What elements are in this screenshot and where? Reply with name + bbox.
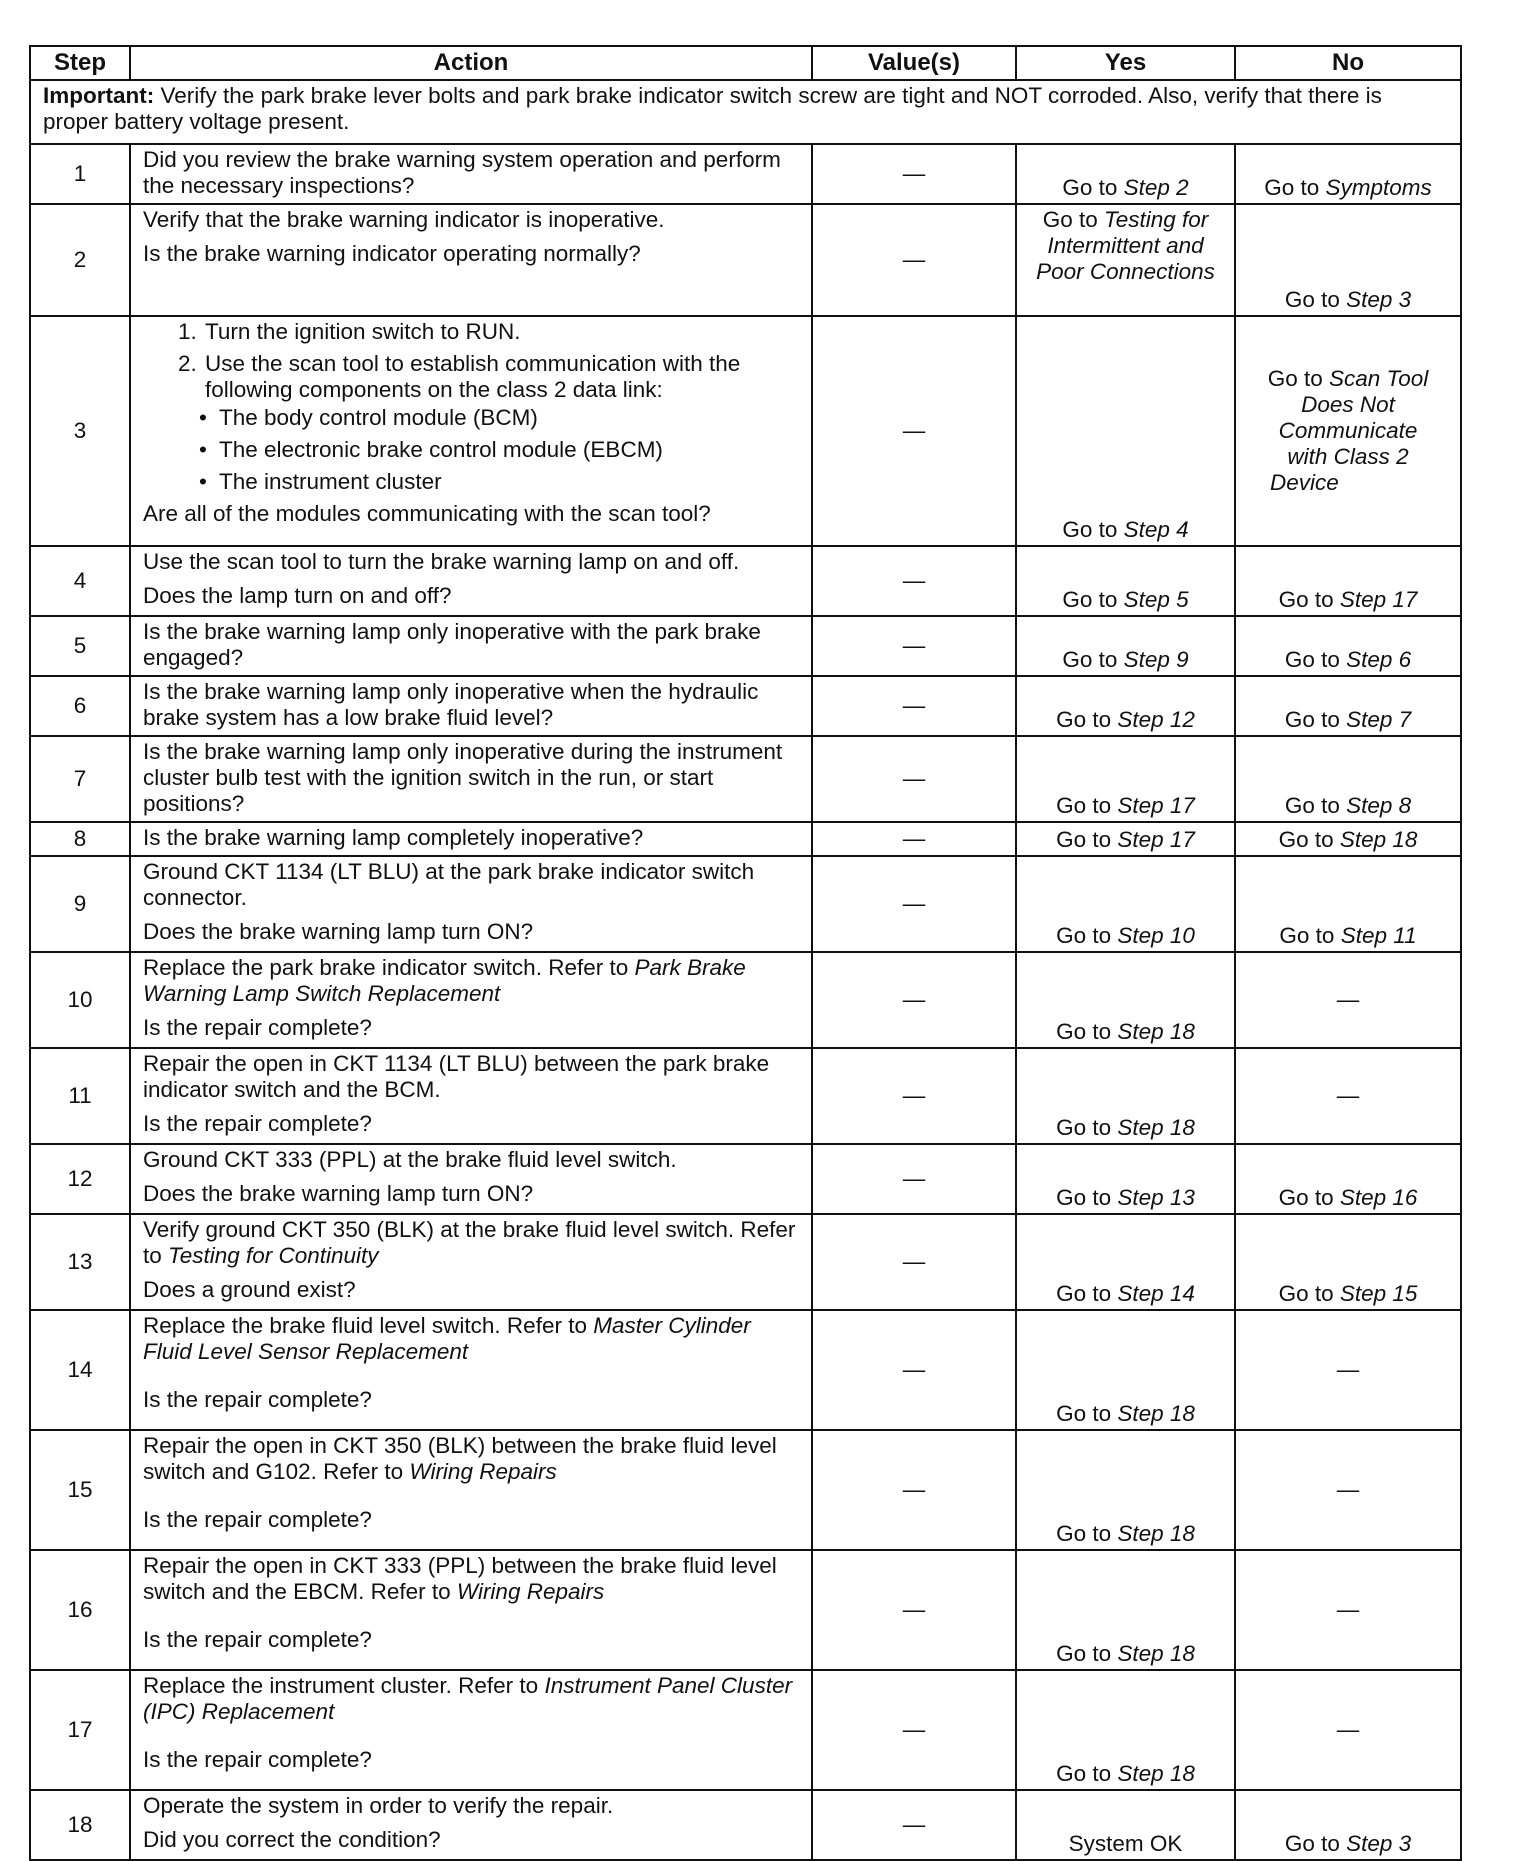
no-cell xyxy=(1235,1430,1461,1550)
action-plain: Repair the open in CKT 350 (BLK) between the brake fluid level switch and G102. Refer to xyxy=(143,1433,777,1484)
action-question: Does the lamp turn on and off? xyxy=(143,583,452,608)
value-cell xyxy=(812,952,1016,1048)
action-cell xyxy=(130,856,812,952)
action-reference: Park Brake Warning Lamp Switch Replacement xyxy=(143,955,746,1006)
list-item-text: Use the scan tool to establish communication with the following components on the class 2 data link: xyxy=(205,351,741,402)
action-reference: Wiring Repairs xyxy=(409,1459,557,1484)
yes-target: Step 18 xyxy=(1117,1019,1195,1044)
yes-target: Step 18 xyxy=(1117,1761,1195,1786)
action-cell xyxy=(130,952,812,1048)
bullet-item: • The electronic brake control module (EBCM) xyxy=(217,437,803,463)
no-cell xyxy=(1235,1670,1461,1790)
go-to-label: Go to xyxy=(1284,1831,1340,1856)
action-question: Does the brake warning lamp turn ON? xyxy=(143,1181,534,1206)
no-target-line: Scan Tool xyxy=(1329,366,1429,391)
value-dash: — xyxy=(902,766,926,791)
yes-cell xyxy=(1016,1550,1235,1670)
go-to-label: Go to xyxy=(1284,793,1340,818)
no-target: Step 3 xyxy=(1346,287,1412,312)
step-number: 12 xyxy=(30,1144,130,1214)
action-reference: Testing for Continuity xyxy=(168,1243,379,1268)
value-cell xyxy=(812,204,1016,316)
yes-target: Step 5 xyxy=(1123,587,1189,612)
yes-target: Step 12 xyxy=(1117,707,1195,732)
go-to-label: Go to xyxy=(1279,923,1335,948)
table-row xyxy=(30,676,1461,736)
bullet-item: • The body control module (BCM) xyxy=(217,405,803,431)
no-target: Step 18 xyxy=(1339,827,1418,852)
go-to-label: Go to xyxy=(1056,1281,1112,1306)
header-no: No xyxy=(1235,46,1461,80)
action-plain: Verify ground CKT 350 (BLK) at the brake fluid level switch. Refer to xyxy=(143,1217,796,1268)
table-row xyxy=(30,1430,1461,1550)
value-dash: — xyxy=(902,1812,926,1837)
diagnostic-table-document xyxy=(29,45,1460,1861)
action-text: Did you review the brake warning system operation and perform the necessary inspections? xyxy=(143,147,781,198)
value-dash: — xyxy=(902,1717,926,1742)
action-reference: Master Cylinder Fluid Level Sensor Replacement xyxy=(143,1313,751,1364)
action-plain: Repair the open in CKT 333 (PPL) between the brake fluid level switch and the EBCM. Refer to xyxy=(143,1553,777,1604)
yes-cell xyxy=(1016,144,1235,204)
action-cell xyxy=(130,1144,812,1214)
go-to-label: Go to xyxy=(1284,707,1340,732)
action-question: Is the repair complete? xyxy=(143,1111,372,1136)
yes-target: Step 18 xyxy=(1117,1641,1195,1666)
go-to-label: Go to xyxy=(1284,287,1340,312)
action-question: Is the repair complete? xyxy=(143,1015,372,1040)
action-cell xyxy=(130,822,812,856)
yes-cell xyxy=(1016,952,1235,1048)
important-note xyxy=(30,80,1461,144)
action-text: Operate the system in order to verify the repair. xyxy=(143,1793,614,1818)
step-number: 3 xyxy=(30,316,130,546)
value-cell xyxy=(812,1790,1016,1860)
no-cell xyxy=(1235,316,1461,546)
action-cell xyxy=(130,1430,812,1550)
value-dash: — xyxy=(902,1249,926,1274)
table-row xyxy=(30,1550,1461,1670)
action-text xyxy=(143,1673,803,1725)
step-number: 2 xyxy=(30,204,130,316)
value-dash: — xyxy=(902,1477,926,1502)
value-dash: — xyxy=(902,1166,926,1191)
step-number: 11 xyxy=(30,1048,130,1144)
step-number: 7 xyxy=(30,736,130,822)
action-question: Did you correct the condition? xyxy=(143,1827,441,1852)
go-to-label: Go to xyxy=(1056,793,1112,818)
action-cell xyxy=(130,204,812,316)
step-number: 1 xyxy=(30,144,130,204)
yes-cell xyxy=(1016,1430,1235,1550)
yes-cell xyxy=(1016,736,1235,822)
header-values: Value(s) xyxy=(812,46,1016,80)
header-action: Action xyxy=(130,46,812,80)
table-row xyxy=(30,1144,1461,1214)
go-to-label: Go to xyxy=(1056,1115,1112,1140)
value-dash: — xyxy=(902,161,926,186)
no-target-line: with Class 2 xyxy=(1287,444,1409,469)
no-dash: — xyxy=(1336,1083,1360,1108)
header-yes: Yes xyxy=(1016,46,1235,80)
action-cell xyxy=(130,1310,812,1430)
action-plain: Replace the park brake indicator switch. Refer to xyxy=(143,955,629,980)
yes-target-line: Poor Connections xyxy=(1036,259,1215,284)
no-cell xyxy=(1235,676,1461,736)
go-to-label: Go to xyxy=(1267,366,1323,391)
yes-cell xyxy=(1016,616,1235,676)
go-to-label: Go to xyxy=(1062,587,1118,612)
important-label: Important: xyxy=(43,83,155,108)
no-dash: — xyxy=(1336,1717,1360,1742)
value-dash: — xyxy=(902,568,926,593)
no-cell xyxy=(1235,1790,1461,1860)
table-row xyxy=(30,1310,1461,1430)
action-text xyxy=(143,1217,803,1269)
action-cell xyxy=(130,616,812,676)
value-cell xyxy=(812,1670,1016,1790)
action-text: Ground CKT 1134 (LT BLU) at the park brake indicator switch connector. xyxy=(143,859,755,910)
go-to-label: Go to xyxy=(1062,517,1118,542)
step-number: 14 xyxy=(30,1310,130,1430)
action-question: Is the repair complete? xyxy=(143,1627,372,1652)
value-cell xyxy=(812,822,1016,856)
module-bullet-list xyxy=(205,405,803,495)
no-target-line: Communicate xyxy=(1278,418,1418,443)
step-number: 15 xyxy=(30,1430,130,1550)
action-text xyxy=(143,955,803,1007)
no-cell xyxy=(1235,144,1461,204)
no-target: Step 8 xyxy=(1346,793,1412,818)
no-target: Step 3 xyxy=(1346,1831,1412,1856)
important-row xyxy=(30,80,1461,144)
step-number: 17 xyxy=(30,1670,130,1790)
yes-target-line: Testing for xyxy=(1104,207,1209,232)
list-item xyxy=(203,351,803,495)
yes-cell xyxy=(1016,676,1235,736)
yes-target: Step 13 xyxy=(1117,1185,1195,1210)
yes-target: Step 14 xyxy=(1117,1281,1195,1306)
table-row xyxy=(30,546,1461,616)
action-plain: Replace the instrument cluster. Refer to xyxy=(143,1673,539,1698)
go-to-label: Go to xyxy=(1056,827,1112,852)
action-text: Use the scan tool to turn the brake warning lamp on and off. xyxy=(143,549,740,574)
action-cell xyxy=(130,1048,812,1144)
go-to-label: Go to xyxy=(1264,175,1320,200)
action-text xyxy=(143,1433,803,1485)
step-number: 9 xyxy=(30,856,130,952)
action-cell xyxy=(130,676,812,736)
value-dash: — xyxy=(902,1083,926,1108)
table-row xyxy=(30,1790,1461,1860)
no-target: Step 16 xyxy=(1339,1185,1418,1210)
table-row xyxy=(30,1214,1461,1310)
important-text: Verify the park brake lever bolts and park brake indicator switch screw are tight and NOT corroded. Also, verify that there is proper battery voltage present. xyxy=(43,83,1382,134)
no-cell xyxy=(1235,1310,1461,1430)
action-text: Verify that the brake warning indicator is inoperative. xyxy=(143,207,665,232)
no-cell xyxy=(1235,1144,1461,1214)
value-dash: — xyxy=(902,247,926,272)
value-dash: — xyxy=(902,1597,926,1622)
yes-target: Step 18 xyxy=(1117,1115,1195,1140)
yes-target: Step 9 xyxy=(1123,647,1189,672)
yes-result: System OK xyxy=(1068,1831,1183,1856)
value-dash: — xyxy=(902,987,926,1012)
value-cell xyxy=(812,546,1016,616)
action-text: Is the brake warning lamp only inoperative when the hydraulic brake system has a low brake fluid level? xyxy=(143,679,759,730)
action-plain: Replace the brake fluid level switch. Refer to xyxy=(143,1313,587,1338)
action-text: Is the brake warning lamp only inoperative with the park brake engaged? xyxy=(143,619,761,670)
header-row xyxy=(30,46,1461,80)
yes-target: Step 17 xyxy=(1117,827,1195,852)
no-cell xyxy=(1235,1214,1461,1310)
table-row xyxy=(30,822,1461,856)
go-to-label: Go to xyxy=(1042,207,1098,232)
action-text xyxy=(143,1553,803,1605)
no-cell xyxy=(1235,616,1461,676)
yes-cell xyxy=(1016,316,1235,546)
header-step: Step xyxy=(30,46,130,80)
table-row xyxy=(30,316,1461,546)
no-dash: — xyxy=(1336,1597,1360,1622)
no-cell xyxy=(1235,822,1461,856)
action-cell xyxy=(130,1214,812,1310)
action-reference: Wiring Repairs xyxy=(456,1579,605,1604)
step-number: 10 xyxy=(30,952,130,1048)
bullet-item: • The instrument cluster xyxy=(217,469,803,495)
action-cell xyxy=(130,546,812,616)
no-cell xyxy=(1235,1550,1461,1670)
action-cell xyxy=(130,144,812,204)
action-text xyxy=(143,1313,803,1365)
no-target-line: Does Not xyxy=(1301,392,1395,417)
value-cell xyxy=(812,316,1016,546)
go-to-label: Go to xyxy=(1062,175,1118,200)
value-dash: — xyxy=(902,418,926,443)
no-target: Step 15 xyxy=(1339,1281,1418,1306)
no-target: Step 6 xyxy=(1346,647,1412,672)
go-to-label: Go to xyxy=(1056,1401,1112,1426)
no-target: Step 17 xyxy=(1339,587,1418,612)
action-cell xyxy=(130,736,812,822)
yes-cell xyxy=(1016,1214,1235,1310)
no-cell xyxy=(1235,204,1461,316)
value-cell xyxy=(812,1550,1016,1670)
table-row xyxy=(30,616,1461,676)
no-cell xyxy=(1235,952,1461,1048)
no-cell xyxy=(1235,856,1461,952)
value-cell xyxy=(812,856,1016,952)
value-cell xyxy=(812,736,1016,822)
action-reference: Instrument Panel Cluster (IPC) Replacement xyxy=(143,1673,793,1724)
table-row xyxy=(30,736,1461,822)
diagnostic-table xyxy=(29,45,1462,1861)
yes-cell xyxy=(1016,1790,1235,1860)
value-cell xyxy=(812,1310,1016,1430)
action-question: Are all of the modules communicating with the scan tool? xyxy=(143,501,711,526)
yes-cell xyxy=(1016,1310,1235,1430)
yes-cell xyxy=(1016,546,1235,616)
step-number: 8 xyxy=(30,822,130,856)
go-to-label: Go to xyxy=(1056,1521,1112,1546)
go-to-label: Go to xyxy=(1056,1019,1112,1044)
value-cell xyxy=(812,1430,1016,1550)
action-cell xyxy=(130,316,812,546)
step-number: 4 xyxy=(30,546,130,616)
yes-cell xyxy=(1016,1144,1235,1214)
table-row xyxy=(30,144,1461,204)
go-to-label: Go to xyxy=(1062,647,1118,672)
no-cell xyxy=(1235,546,1461,616)
go-to-label: Go to xyxy=(1056,1185,1112,1210)
value-dash: — xyxy=(902,891,926,916)
value-cell xyxy=(812,1048,1016,1144)
action-cell xyxy=(130,1790,812,1860)
step-number: 5 xyxy=(30,616,130,676)
step-number: 16 xyxy=(30,1550,130,1670)
go-to-label: Go to xyxy=(1278,587,1334,612)
value-cell xyxy=(812,616,1016,676)
table-row xyxy=(30,204,1461,316)
action-text: Is the brake warning lamp completely inoperative? xyxy=(143,825,644,850)
yes-target: Step 2 xyxy=(1123,175,1189,200)
yes-target: Step 18 xyxy=(1117,1401,1195,1426)
table-row xyxy=(30,856,1461,952)
no-cell xyxy=(1235,736,1461,822)
yes-cell xyxy=(1016,856,1235,952)
no-target-line: Device xyxy=(1270,470,1339,495)
value-dash: — xyxy=(902,693,926,718)
value-cell xyxy=(812,144,1016,204)
no-dash: — xyxy=(1336,987,1360,1012)
action-question: Does a ground exist? xyxy=(143,1277,356,1302)
action-cell xyxy=(130,1670,812,1790)
no-target: Symptoms xyxy=(1325,175,1432,200)
action-question: Is the brake warning indicator operating normally? xyxy=(143,241,641,266)
action-question: Is the repair complete? xyxy=(143,1387,372,1412)
step-number: 6 xyxy=(30,676,130,736)
go-to-label: Go to xyxy=(1056,707,1112,732)
go-to-label: Go to xyxy=(1056,1761,1112,1786)
yes-target: Step 17 xyxy=(1117,793,1195,818)
yes-target: Step 18 xyxy=(1117,1521,1195,1546)
value-cell xyxy=(812,1214,1016,1310)
go-to-label: Go to xyxy=(1278,1185,1334,1210)
value-dash: — xyxy=(902,826,926,851)
go-to-label: Go to xyxy=(1278,827,1334,852)
no-cell xyxy=(1235,1048,1461,1144)
go-to-label: Go to xyxy=(1278,1281,1334,1306)
action-question: Is the repair complete? xyxy=(143,1507,372,1532)
action-question: Is the repair complete? xyxy=(143,1747,372,1772)
value-dash: — xyxy=(902,1357,926,1382)
value-cell xyxy=(812,1144,1016,1214)
yes-cell xyxy=(1016,204,1235,316)
action-steps-list xyxy=(143,319,803,495)
table-row xyxy=(30,1048,1461,1144)
value-dash: — xyxy=(902,633,926,658)
action-text: Ground CKT 333 (PPL) at the brake fluid level switch. xyxy=(143,1147,677,1172)
yes-cell xyxy=(1016,1670,1235,1790)
step-number: 18 xyxy=(30,1790,130,1860)
table-row xyxy=(30,952,1461,1048)
no-dash: — xyxy=(1336,1357,1360,1382)
go-to-label: Go to xyxy=(1056,923,1112,948)
yes-target-line: Intermittent and xyxy=(1047,233,1204,258)
yes-target: Step 10 xyxy=(1117,923,1195,948)
action-text: Is the brake warning lamp only inoperative during the instrument cluster bulb test with the ignition switch in the run, or start positions? xyxy=(143,739,783,816)
action-cell xyxy=(130,1550,812,1670)
no-dash: — xyxy=(1336,1477,1360,1502)
action-question: Does the brake warning lamp turn ON? xyxy=(143,919,534,944)
yes-cell xyxy=(1016,822,1235,856)
go-to-label: Go to xyxy=(1284,647,1340,672)
no-target: Step 11 xyxy=(1340,923,1417,948)
action-text: Repair the open in CKT 1134 (LT BLU) between the park brake indicator switch and the BCM. xyxy=(143,1051,770,1102)
step-number: 13 xyxy=(30,1214,130,1310)
value-cell xyxy=(812,676,1016,736)
yes-cell xyxy=(1016,1048,1235,1144)
list-item: 1. Turn the ignition switch to RUN. xyxy=(203,319,803,345)
no-target: Step 7 xyxy=(1346,707,1412,732)
table-row xyxy=(30,1670,1461,1790)
go-to-label: Go to xyxy=(1056,1641,1112,1666)
yes-target: Step 4 xyxy=(1123,517,1189,542)
